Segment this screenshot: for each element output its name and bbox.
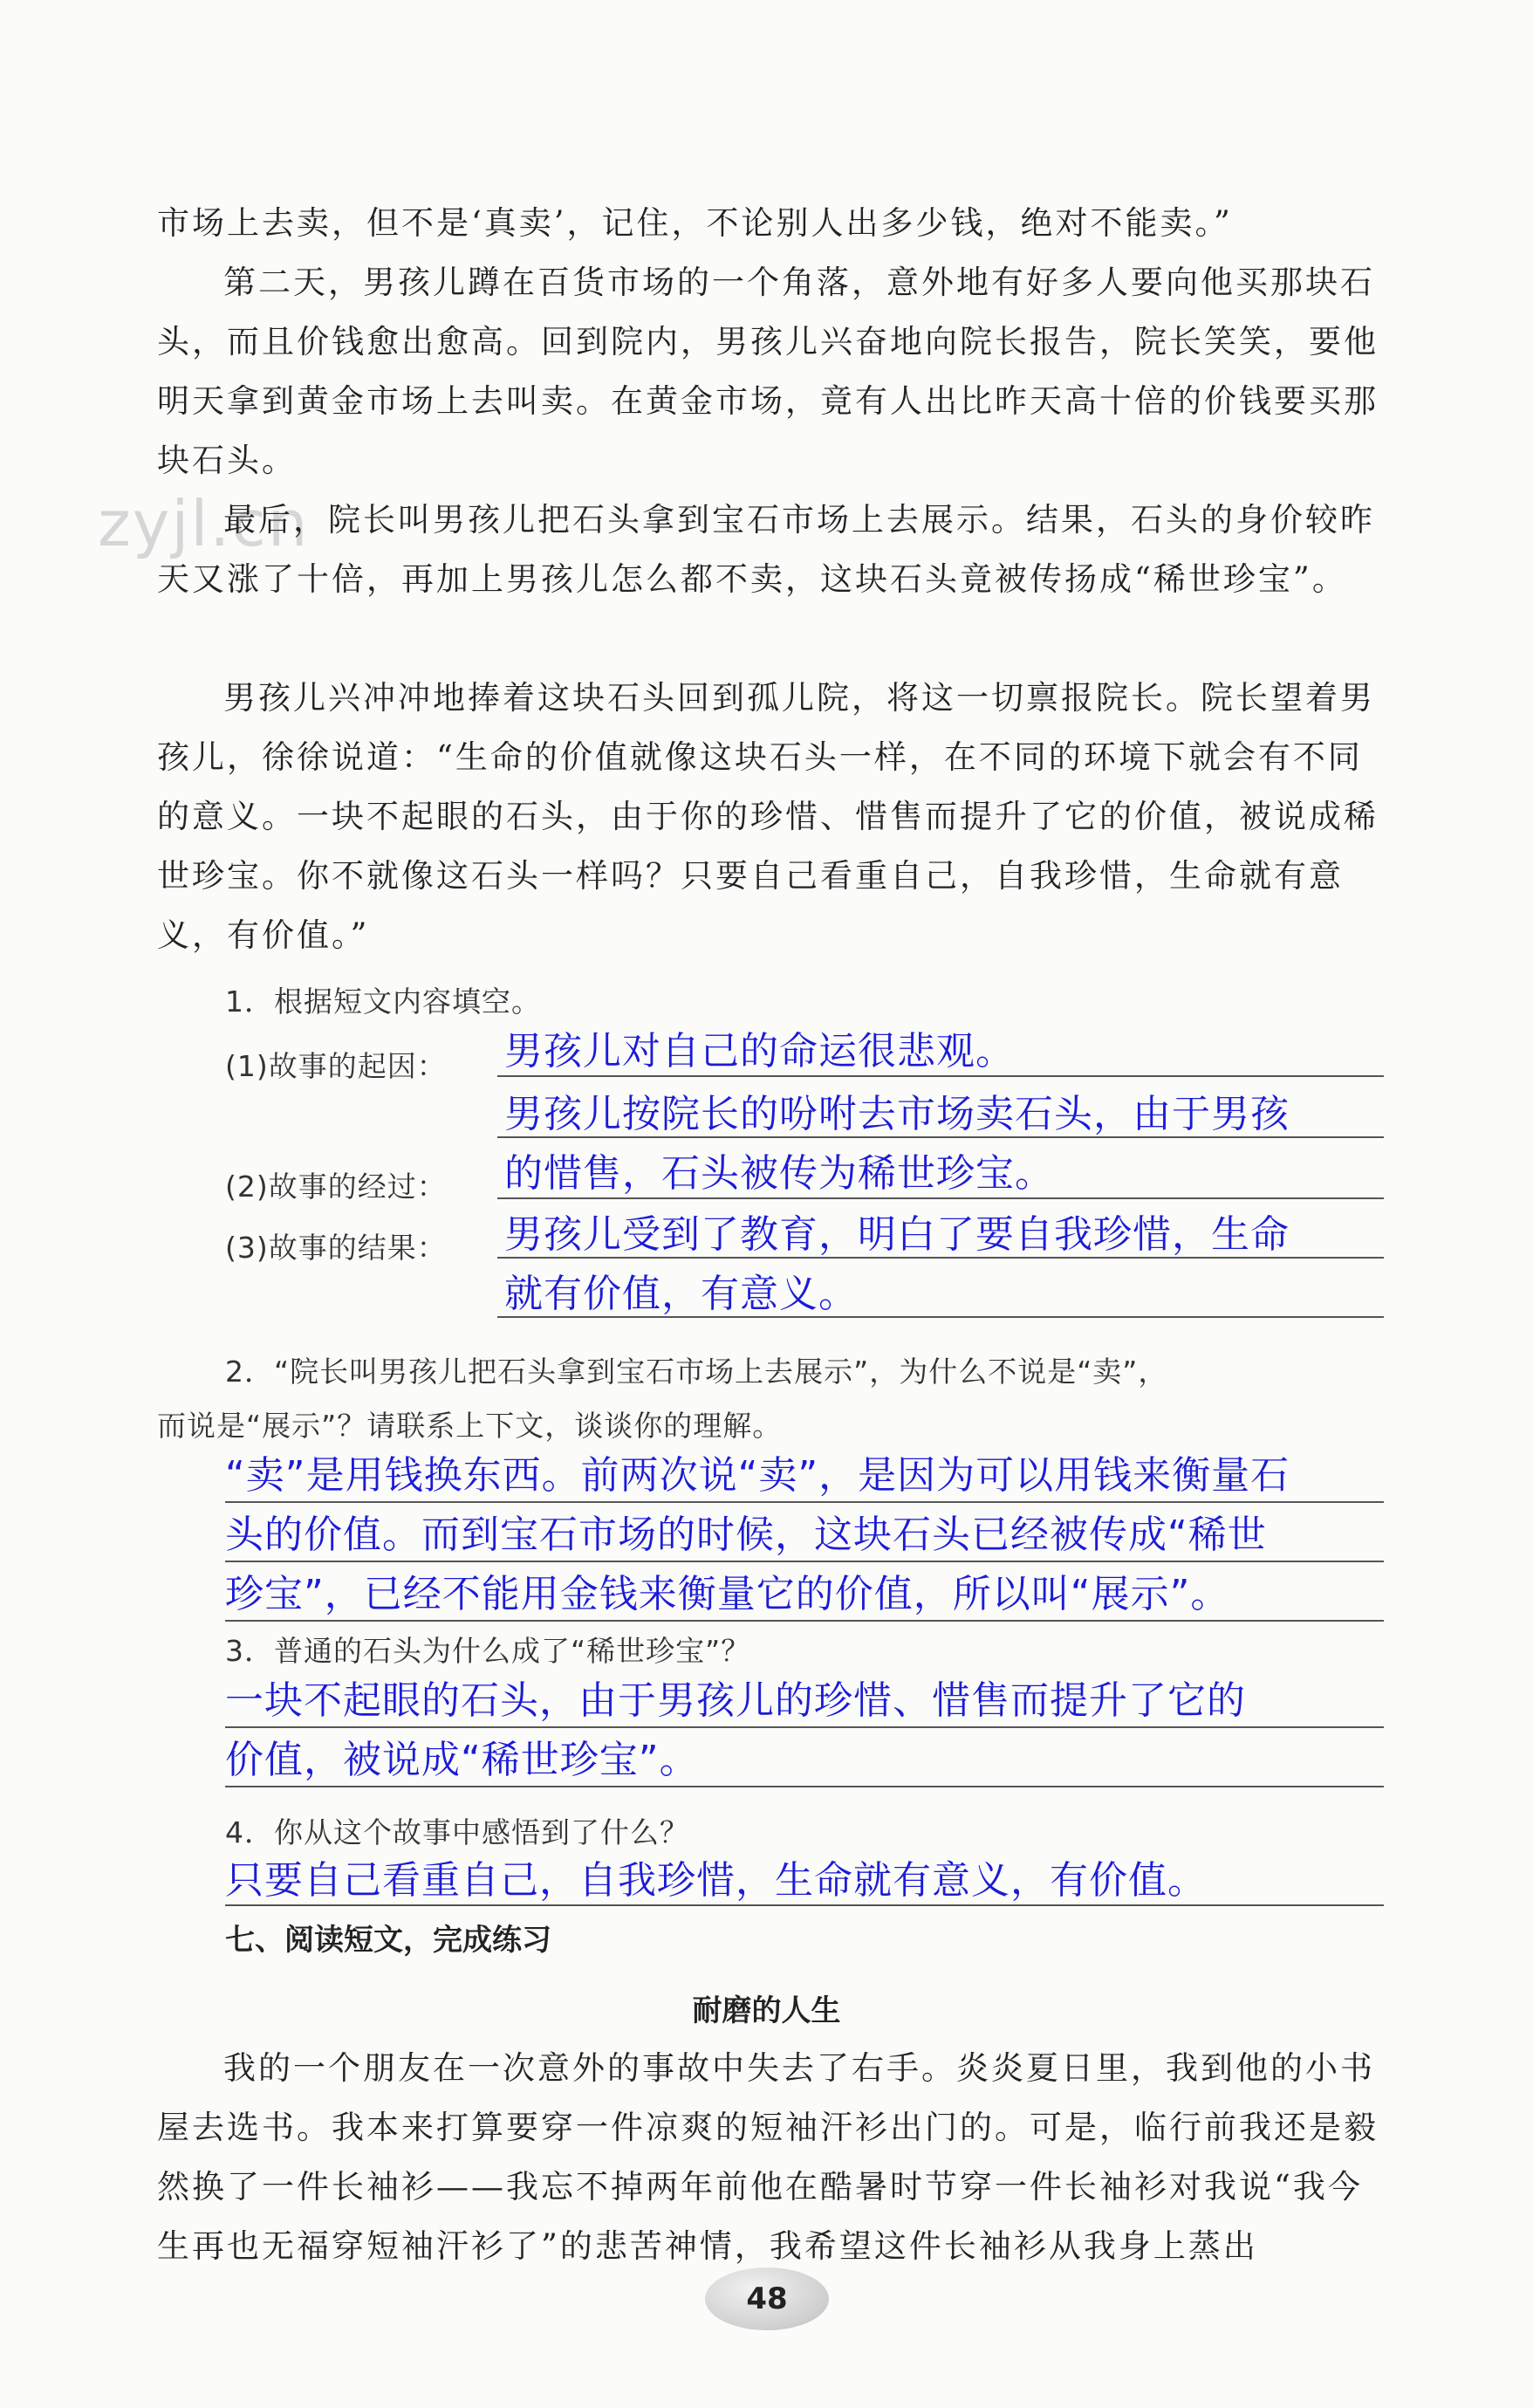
- story-paragraph-2: 第二天，男孩儿蹲在百货市场的一个角落，意外地有好多人要向他买那块石头，而且价钱愈出愈高。回到院内，男孩儿兴奋地向院长报告，院长笑笑，要他明天拿到黄金市场上去叫卖。在黄金市场，竟有人出比昨天高十倍的价钱要买那块石头。: [157, 264, 1379, 479]
- watermark: zyjl.cn: [98, 487, 310, 560]
- q3-prompt: 3．普通的石头为什么成了“稀世珍宝”？: [225, 1634, 751, 1668]
- q1-result-answer-1: 男孩儿受到了教育，明白了要自我珍惜，生命: [504, 1212, 1290, 1257]
- section-7-paragraph: 我的一个朋友在一次意外的事故中失去了右手。炎炎夏日里，我到他的小书屋去选书。我本来打算要穿一件凉爽的短袖汗衫出门的。可是，临行前我还是毅然换了一件长袖衫——我忘不掉两年前他在酷暑时节穿一件长袖衫对我说“我今生再也无福穿短袖汗衫了”的悲苦神情，我希望这件长袖衫从我身上蒸出: [157, 2049, 1379, 2265]
- q1-process-answer-2: 的惜售，石头被传为稀世珍宝。: [504, 1151, 1054, 1196]
- q4-prompt: 4．你从这个故事中感悟到了什么？: [225, 1815, 689, 1849]
- q1-process-line-1: [497, 1136, 1384, 1138]
- q1-result-label: (3)故事的结果：: [225, 1231, 447, 1265]
- q2-prompt-line-2: 而说是“展示”？请联系上下文，谈谈你的理解。: [157, 1409, 783, 1443]
- q1-cause-answer: 男孩儿对自己的命运很悲观。: [504, 1029, 1015, 1074]
- q2-answer-line-3: 珍宝”，已经不能用金钱来衡量它的价值，所以叫“展示”。: [225, 1572, 1230, 1616]
- q4-line: [225, 1904, 1384, 1906]
- q3-answer-line-2: 价值，被说成“稀世珍宝”。: [225, 1738, 699, 1782]
- story-title: 耐磨的人生: [692, 1993, 841, 2028]
- q1-result-answer-2: 就有价值，有意义。: [504, 1272, 858, 1316]
- story-paragraph-1: 市场上去卖，但不是‘真卖’，记住，不论别人出多少钱，绝对不能卖。”: [157, 204, 1233, 242]
- section-7-title: 七、阅读短文，完成练习: [225, 1923, 551, 1958]
- q2-prompt-line-1: 2．“院长叫男孩儿把石头拿到宝石市场上去展示”，为什么不说是“卖”，: [225, 1355, 1168, 1389]
- story-paragraph-4: 男孩儿兴冲冲地捧着这块石头回到孤儿院，将这一切禀报院长。院长望着男孩儿，徐徐说道：“生命的价值就像这块石头一样，在不同的环境下就会有不同的意义。一块不起眼的石头，由于你的珍惜、惜售而提升了它的价值，被说成稀世珍宝。你不就像这石头一样吗？只要自己看重自己，自我珍惜，生命就有意义，有价值。”: [157, 679, 1379, 954]
- q2-answer-line-2: 头的价值。而到宝石市场的时候，这块石头已经被传成“稀世: [225, 1513, 1267, 1557]
- q1-process-line-2: [497, 1197, 1384, 1199]
- q1-result-line-2: [497, 1316, 1384, 1318]
- q1-cause-line: [497, 1075, 1384, 1077]
- q1-result-line-1: [497, 1257, 1384, 1259]
- q3-line-2: [225, 1786, 1384, 1787]
- q1-process-answer-1: 男孩儿按院长的吩咐去市场卖石头，由于男孩: [504, 1092, 1290, 1136]
- q2-line-3: [225, 1620, 1384, 1622]
- q4-answer: 只要自己看重自己，自我珍惜，生命就有意义，有价值。: [225, 1858, 1207, 1903]
- page-number: 48: [746, 2281, 788, 2316]
- page-number-badge: [705, 2267, 829, 2330]
- q3-answer-line-1: 一块不起眼的石头，由于男孩儿的珍惜、惜售而提升了它的: [225, 1678, 1246, 1723]
- q1-process-label: (2)故事的经过：: [225, 1170, 447, 1204]
- q2-answer-line-1: “卖”是用钱换东西。前两次说“卖”，是因为可以用钱来衡量石: [225, 1453, 1290, 1498]
- story-paragraph-3: 最后，院长叫男孩儿把石头拿到宝石市场上去展示。结果，石头的身价较昨天又涨了十倍，再加上男孩儿怎么都不卖，这块石头竟被传扬成“稀世珍宝”。: [157, 501, 1375, 598]
- q1-prompt: 1．根据短文内容填空。: [225, 984, 541, 1019]
- q1-cause-label: (1)故事的起因：: [225, 1049, 447, 1083]
